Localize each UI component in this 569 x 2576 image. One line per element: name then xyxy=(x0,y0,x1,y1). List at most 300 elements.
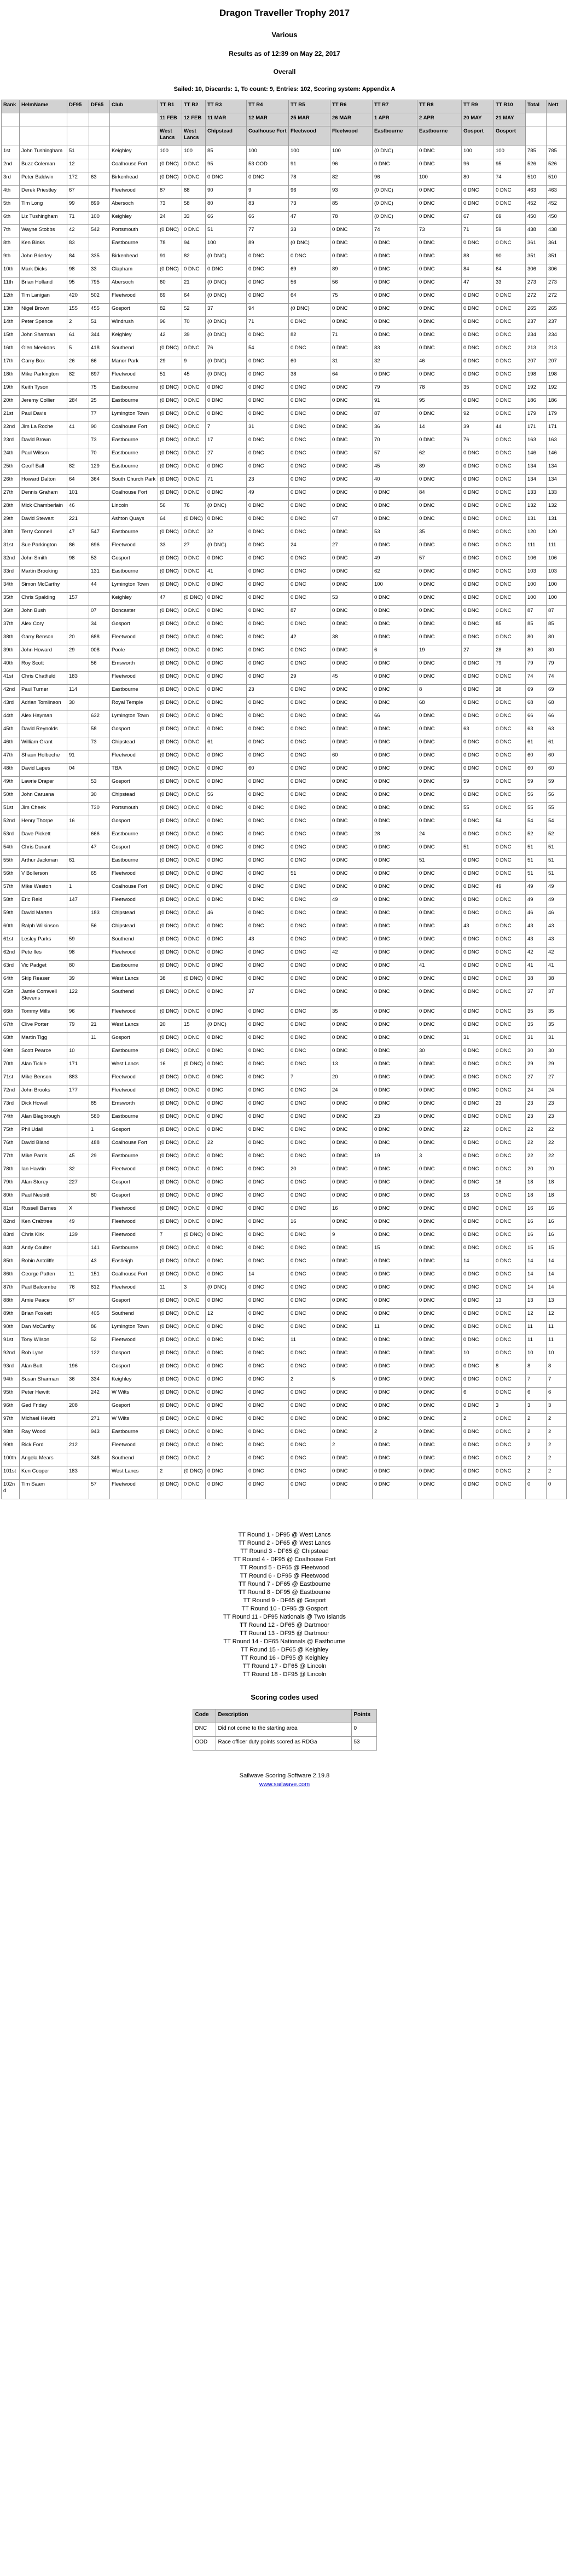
cell-r7: 40 xyxy=(373,475,417,488)
cell-r5: 0 DNC xyxy=(289,448,330,461)
cell-club: Coalhouse Fort xyxy=(110,1138,158,1151)
cell-r1: (0 DNC) xyxy=(158,553,182,567)
table-row xyxy=(2,1427,567,1440)
cell-r7: 57 xyxy=(373,448,417,461)
cell-r8: 0 DNC xyxy=(417,1374,462,1388)
cell-total: 7 xyxy=(526,1374,547,1388)
cell-r8: 0 DNC xyxy=(417,619,462,632)
table-row xyxy=(2,396,567,409)
cell-r2: 88 xyxy=(182,186,206,199)
table-row xyxy=(2,1480,567,1499)
cell-r8: 0 DNC xyxy=(417,317,462,330)
cell-r3: 0 DNC xyxy=(206,1388,247,1401)
cell-rank: 66th xyxy=(2,1007,20,1020)
cell-r6: 85 xyxy=(330,199,373,212)
cell-rank: 23rd xyxy=(2,435,20,448)
cell-df95 xyxy=(67,1388,89,1401)
cell-rank: 98th xyxy=(2,1427,20,1440)
cell-r4: 0 DNC xyxy=(247,1085,289,1099)
cell-df95: 155 xyxy=(67,304,89,317)
cell-r5: 0 DNC xyxy=(289,488,330,501)
cell-total: 51 xyxy=(526,856,547,869)
cell-club: Coalhouse Fort xyxy=(110,159,158,172)
cell-r8: 0 DNC xyxy=(417,816,462,829)
cell-df95: 98 xyxy=(67,948,89,961)
table-row xyxy=(2,856,567,869)
cell-r4: 0 DNC xyxy=(247,593,289,606)
cell-r10: 0 DNC xyxy=(494,829,526,842)
cell-r2: 0 DNC xyxy=(182,1440,206,1453)
cell-r1: 20 xyxy=(158,1020,182,1033)
cell-r8: 0 DNC xyxy=(417,790,462,803)
cell-rank: 91st xyxy=(2,1335,20,1348)
cell-helm: Glen Meekons xyxy=(20,343,67,356)
cell-df65: 29 xyxy=(89,1151,110,1164)
cell-r6: 0 DNC xyxy=(330,1348,373,1361)
cell-r4: 0 DNC xyxy=(247,461,289,475)
cell-r9: 0 DNC xyxy=(462,974,494,987)
cell-r9: 0 DNC xyxy=(462,461,494,475)
cell-nett: 452 xyxy=(547,199,567,212)
cell-r9: 0 DNC xyxy=(462,934,494,948)
cell-df65: 364 xyxy=(89,475,110,488)
cell-r9: 47 xyxy=(462,278,494,291)
cell-r8: 0 DNC xyxy=(417,1191,462,1204)
cell-r1: (0 DNC) xyxy=(158,685,182,698)
cell-r5: 82 xyxy=(289,330,330,343)
cell-helm: Alan Butt xyxy=(20,1361,67,1374)
cell-r4: 0 DNC xyxy=(247,567,289,580)
cell-r6: 0 DNC xyxy=(330,777,373,790)
cell-r5: 0 DNC xyxy=(289,409,330,422)
cell-rank: 87th xyxy=(2,1283,20,1296)
cell-nett: 74 xyxy=(547,672,567,685)
cell-r7: 0 DNC xyxy=(373,961,417,974)
cell-nett: 37 xyxy=(547,987,567,1007)
cell-r3: 0 DNC xyxy=(206,711,247,724)
cell-club: Gosport xyxy=(110,1033,158,1046)
cell-r10: 0 DNC xyxy=(494,330,526,343)
cell-r1: (0 DNC) xyxy=(158,659,182,672)
table-row xyxy=(2,1414,567,1427)
cell-r10: 18 xyxy=(494,1177,526,1191)
cell-r5: 0 DNC xyxy=(289,1138,330,1151)
cell-r9: 0 DNC xyxy=(462,856,494,869)
cell-helm: Mick Chamberlain xyxy=(20,501,67,514)
cell-r10: 0 DNC xyxy=(494,1138,526,1151)
cell-r3: 0 DNC xyxy=(206,409,247,422)
cell-r4: 0 DNC xyxy=(247,645,289,659)
cell-r1: 51 xyxy=(158,369,182,383)
cell-r5: 0 DNC xyxy=(289,1401,330,1414)
cell-r6: 67 xyxy=(330,514,373,527)
cell-r4: 0 DNC xyxy=(247,291,289,304)
cell-r7: 0 DNC xyxy=(373,724,417,737)
cell-r4: 0 DNC xyxy=(247,1204,289,1217)
cell-r1: (0 DNC) xyxy=(158,475,182,488)
cell-r10: 33 xyxy=(494,278,526,291)
cell-r5: 0 DNC xyxy=(289,1020,330,1033)
cell-df95: 99 xyxy=(67,199,89,212)
cell-club: Portsmouth xyxy=(110,225,158,238)
cell-r8: 0 DNC xyxy=(417,1072,462,1085)
cell-df65: 77 xyxy=(89,409,110,422)
table-row xyxy=(2,238,567,251)
cell-r7: 0 DNC xyxy=(373,1177,417,1191)
cell-rank: 7th xyxy=(2,225,20,238)
cell-r8: 0 DNC xyxy=(417,632,462,645)
cell-r4: 0 DNC xyxy=(247,1374,289,1388)
cell-club: Fleetwood xyxy=(110,540,158,553)
cell-r9: 0 DNC xyxy=(462,593,494,606)
cell-nett: 13 xyxy=(547,1296,567,1309)
cell-r9: 0 DNC xyxy=(462,475,494,488)
cell-r6: 82 xyxy=(330,172,373,186)
date-header-r3: 11 MAR xyxy=(206,113,247,126)
cell-rank: 97th xyxy=(2,1414,20,1427)
cell-total: 29 xyxy=(526,1059,547,1072)
cell-df65 xyxy=(89,1361,110,1374)
cell-r7: 0 DNC xyxy=(373,278,417,291)
cell-r3: (0 DNC) xyxy=(206,1283,247,1296)
cell-r5: 0 DNC xyxy=(289,987,330,1007)
cell-r2: 0 DNC xyxy=(182,172,206,186)
cell-r6: 0 DNC xyxy=(330,1309,373,1322)
cell-nett: 272 xyxy=(547,291,567,304)
results-timestamp: Results as of 12:39 on May 22, 2017 xyxy=(229,50,340,57)
cell-r10: 0 DNC xyxy=(494,711,526,724)
cell-r2: 0 DNC xyxy=(182,948,206,961)
cell-r7: 96 xyxy=(373,172,417,186)
cell-r1: (0 DNC) xyxy=(158,829,182,842)
cell-r2: 0 DNC xyxy=(182,422,206,435)
table-row xyxy=(2,1388,567,1401)
cell-helm: Adrian Tomlinson xyxy=(20,698,67,711)
cell-helm: David Marten xyxy=(20,908,67,921)
cell-r6: 49 xyxy=(330,895,373,908)
round-legend-line: TT Round 2 - DF65 @ West Lancs xyxy=(238,1540,331,1546)
cell-club: Eastbourne xyxy=(110,238,158,251)
cell-r5: 0 DNC xyxy=(289,908,330,921)
cell-r7: 0 DNC xyxy=(373,842,417,856)
cell-r8: 0 DNC xyxy=(417,1361,462,1374)
cell-r9: 0 DNC xyxy=(462,1007,494,1020)
cell-df65 xyxy=(89,1177,110,1191)
venue-header-r7: Eastbourne xyxy=(373,126,417,146)
table-row xyxy=(2,1217,567,1230)
cell-r10: 0 DNC xyxy=(494,1309,526,1322)
cell-nett: 171 xyxy=(547,422,567,435)
cell-total: 10 xyxy=(526,1348,547,1361)
cell-r6: 0 DNC xyxy=(330,908,373,921)
cell-r4: 14 xyxy=(247,1269,289,1283)
cell-r4: 0 DNC xyxy=(247,895,289,908)
cell-r8: 0 DNC xyxy=(417,737,462,750)
cell-r5: 0 DNC xyxy=(289,934,330,948)
cell-r8: 0 DNC xyxy=(417,659,462,672)
cell-r10: 0 DNC xyxy=(494,514,526,527)
cell-total: 526 xyxy=(526,159,547,172)
cell-df65 xyxy=(89,1296,110,1309)
cell-r1: 96 xyxy=(158,317,182,330)
cell-r7: 0 DNC xyxy=(373,304,417,317)
cell-r3: 7 xyxy=(206,422,247,435)
cell-helm: Mark Dicks xyxy=(20,264,67,278)
cell-r5: 0 DNC xyxy=(289,514,330,527)
cell-nett: 51 xyxy=(547,842,567,856)
cell-r6: 35 xyxy=(330,1007,373,1020)
cell-r5: 91 xyxy=(289,159,330,172)
table-row xyxy=(2,1466,567,1480)
cell-r10: 0 DNC xyxy=(494,501,526,514)
cell-r1: (0 DNC) xyxy=(158,1033,182,1046)
cell-r3: 0 DNC xyxy=(206,1335,247,1348)
cell-r1: (0 DNC) xyxy=(158,1072,182,1085)
venue-header-blank xyxy=(89,126,110,146)
cell-nett: 54 xyxy=(547,816,567,829)
cell-r2: 82 xyxy=(182,251,206,264)
cell-helm: David Bland xyxy=(20,1138,67,1151)
cell-r10: 0 DNC xyxy=(494,856,526,869)
cell-r8: 57 xyxy=(417,553,462,567)
cell-club: W Wilts xyxy=(110,1388,158,1401)
cell-helm: V Bollerson xyxy=(20,869,67,882)
cell-rank: 94th xyxy=(2,1374,20,1388)
cell-r3: 0 DNC xyxy=(206,1217,247,1230)
cell-r4: 0 DNC xyxy=(247,330,289,343)
cell-helm: Brian Foskett xyxy=(20,1309,67,1322)
cell-df65: 56 xyxy=(89,659,110,672)
column-header-club: Club xyxy=(110,100,158,113)
cell-r6: 53 xyxy=(330,593,373,606)
cell-r3: 0 DNC xyxy=(206,461,247,475)
cell-total: 0 xyxy=(526,1480,547,1499)
cell-r6: 100 xyxy=(330,146,373,159)
cell-r7: 0 DNC xyxy=(373,974,417,987)
table-row xyxy=(2,1020,567,1033)
round-legend-line: TT Round 13 - DF95 @ Dartmoor xyxy=(240,1630,329,1637)
cell-r3: 32 xyxy=(206,527,247,540)
cell-r9: 80 xyxy=(462,172,494,186)
cell-r6: 0 DNC xyxy=(330,711,373,724)
table-row xyxy=(2,448,567,461)
cell-r8: 0 DNC xyxy=(417,908,462,921)
column-header-r9: TT R9 xyxy=(462,100,494,113)
cell-r3: (0 DNC) xyxy=(206,317,247,330)
cell-total: 15 xyxy=(526,1243,547,1256)
cell-nett: 60 xyxy=(547,750,567,764)
cell-total: 14 xyxy=(526,1283,547,1296)
cell-total: 43 xyxy=(526,921,547,934)
results-table xyxy=(1,100,567,1499)
cell-r9: 0 DNC xyxy=(462,488,494,501)
cell-helm: Pete Iles xyxy=(20,948,67,961)
cell-total: 79 xyxy=(526,659,547,672)
cell-total: 51 xyxy=(526,869,547,882)
cell-nett: 24 xyxy=(547,1085,567,1099)
cell-r5: 0 DNC xyxy=(289,1125,330,1138)
cell-club: Eastbourne xyxy=(110,829,158,842)
cell-r1: (0 DNC) xyxy=(158,1204,182,1217)
cell-r10: 0 DNC xyxy=(494,921,526,934)
cell-r2: 0 DNC xyxy=(182,1480,206,1499)
cell-r8: 0 DNC xyxy=(417,343,462,356)
cell-r3: 0 DNC xyxy=(206,1177,247,1191)
cell-df95: 284 xyxy=(67,396,89,409)
cell-r10: 0 DNC xyxy=(494,1283,526,1296)
cell-helm: John Caruana xyxy=(20,790,67,803)
table-row xyxy=(2,1033,567,1046)
cell-r6: 0 DNC xyxy=(330,724,373,737)
cell-r8: 0 DNC xyxy=(417,1335,462,1348)
cell-df95 xyxy=(67,1453,89,1466)
cell-helm: Alan Tickle xyxy=(20,1059,67,1072)
cell-total: 30 xyxy=(526,1046,547,1059)
cell-r7: 0 DNC xyxy=(373,764,417,777)
cell-r1: (0 DNC) xyxy=(158,1388,182,1401)
cell-helm: Buzz Coleman xyxy=(20,159,67,172)
cell-rank: 4th xyxy=(2,186,20,199)
cell-r8: 0 DNC xyxy=(417,764,462,777)
cell-r5: 11 xyxy=(289,1335,330,1348)
cell-r4: 0 DNC xyxy=(247,948,289,961)
cell-total: 2 xyxy=(526,1427,547,1440)
cell-r5: 0 DNC xyxy=(289,435,330,448)
cell-r4: 0 DNC xyxy=(247,1388,289,1401)
cell-r6: 71 xyxy=(330,330,373,343)
column-header-r10: TT R10 xyxy=(494,100,526,113)
cell-nett: 132 xyxy=(547,501,567,514)
cell-r4: 0 DNC xyxy=(247,856,289,869)
cell-r7: 91 xyxy=(373,396,417,409)
round-legend-line: TT Round 12 - DF65 @ Dartmoor xyxy=(240,1622,329,1628)
cell-helm: Jamie Cornwell Stevens xyxy=(20,987,67,1007)
cell-club: Royal Temple xyxy=(110,698,158,711)
cell-r2: 58 xyxy=(182,199,206,212)
cell-r2: 0 DNC xyxy=(182,698,206,711)
cell-r4: 0 DNC xyxy=(247,869,289,882)
cell-r8: 0 DNC xyxy=(417,934,462,948)
cell-rank: 74th xyxy=(2,1112,20,1125)
cell-r9: 0 DNC xyxy=(462,685,494,698)
cell-df95: 12 xyxy=(67,159,89,172)
cell-helm: Geoff Ball xyxy=(20,461,67,475)
cell-club: Chipstead xyxy=(110,921,158,934)
cell-r3: (0 DNC) xyxy=(206,1020,247,1033)
cell-r8: 0 DNC xyxy=(417,369,462,383)
cell-r2: 0 DNC xyxy=(182,777,206,790)
cell-r9: 0 DNC xyxy=(462,1335,494,1348)
cell-club: Ashton Quays xyxy=(110,514,158,527)
cell-total: 66 xyxy=(526,711,547,724)
cell-r10: 0 DNC xyxy=(494,987,526,1007)
cell-r9: 0 DNC xyxy=(462,1453,494,1466)
cell-helm: Peter Baldwin xyxy=(20,172,67,186)
cell-r7: 0 DNC xyxy=(373,1466,417,1480)
cell-r5: 0 DNC xyxy=(289,1427,330,1440)
cell-r1: (0 DNC) xyxy=(158,580,182,593)
cell-df95: 5 xyxy=(67,343,89,356)
cell-r10: 0 DNC xyxy=(494,1085,526,1099)
cell-r8: 35 xyxy=(417,527,462,540)
cell-club: Lymington Town xyxy=(110,1322,158,1335)
cell-r9: 0 DNC xyxy=(462,1361,494,1374)
cell-r6: 0 DNC xyxy=(330,1414,373,1427)
cell-rank: 16th xyxy=(2,343,20,356)
cell-r5: 0 DNC xyxy=(289,895,330,908)
cell-helm: John Tushingham xyxy=(20,146,67,159)
cell-r1: 7 xyxy=(158,1230,182,1243)
cell-df65 xyxy=(89,895,110,908)
cell-r4: 89 xyxy=(247,238,289,251)
cell-r3: 0 DNC xyxy=(206,777,247,790)
cell-r6: 0 DNC xyxy=(330,1427,373,1440)
cell-r10: 0 DNC xyxy=(494,948,526,961)
cell-r8: 0 DNC xyxy=(417,291,462,304)
cell-df95: 101 xyxy=(67,488,89,501)
cell-total: 63 xyxy=(526,724,547,737)
cell-r9: 18 xyxy=(462,1191,494,1204)
cell-r3: 0 DNC xyxy=(206,606,247,619)
cell-r9: 0 DNC xyxy=(462,1204,494,1217)
cell-r3: 0 DNC xyxy=(206,1256,247,1269)
cell-r4: 66 xyxy=(247,212,289,225)
cell-nett: 111 xyxy=(547,540,567,553)
cell-r8: 0 DNC xyxy=(417,750,462,764)
cell-total: 22 xyxy=(526,1138,547,1151)
cell-r1: 64 xyxy=(158,514,182,527)
cell-helm: John Bush xyxy=(20,606,67,619)
column-header-r6: TT R6 xyxy=(330,100,373,113)
cell-r3: 0 DNC xyxy=(206,764,247,777)
cell-r1: 42 xyxy=(158,330,182,343)
cell-r8: 0 DNC xyxy=(417,264,462,278)
table-row xyxy=(2,1322,567,1335)
cell-r10: 0 DNC xyxy=(494,448,526,461)
cell-r5: 0 DNC xyxy=(289,1309,330,1322)
table-row xyxy=(2,159,567,172)
cell-r10: 0 DNC xyxy=(494,580,526,593)
cell-r1: (0 DNC) xyxy=(158,448,182,461)
round-legend-line: TT Round 7 - DF65 @ Eastbourne xyxy=(238,1581,331,1587)
cell-df65: 688 xyxy=(89,632,110,645)
cell-df95: 67 xyxy=(67,1296,89,1309)
cell-rank: 50th xyxy=(2,790,20,803)
cell-r4: 83 xyxy=(247,199,289,212)
cell-df65: 63 xyxy=(89,172,110,186)
cell-r6: 0 DNC xyxy=(330,737,373,750)
scoring-codes-table xyxy=(193,1709,377,1751)
cell-total: 13 xyxy=(526,1296,547,1309)
cell-r8: 0 DNC xyxy=(417,1401,462,1414)
table-row xyxy=(2,540,567,553)
cell-nett: 18 xyxy=(547,1191,567,1204)
cell-r1: 82 xyxy=(158,304,182,317)
cell-r7: 0 DNC xyxy=(373,1164,417,1177)
cell-r9: 0 DNC xyxy=(462,567,494,580)
cell-helm: Phil Udall xyxy=(20,1125,67,1138)
cell-r1: (0 DNC) xyxy=(158,1099,182,1112)
cell-r6: 0 DNC xyxy=(330,856,373,869)
cell-r6: 0 DNC xyxy=(330,816,373,829)
cell-r8: 0 DNC xyxy=(417,1099,462,1112)
sailwave-link[interactable]: www.sailwave.com xyxy=(259,1781,310,1788)
cell-nett: 63 xyxy=(547,724,567,737)
cell-r10: 0 DNC xyxy=(494,764,526,777)
cell-r9: 63 xyxy=(462,724,494,737)
cell-df95: 46 xyxy=(67,501,89,514)
cell-rank: 73rd xyxy=(2,1099,20,1112)
